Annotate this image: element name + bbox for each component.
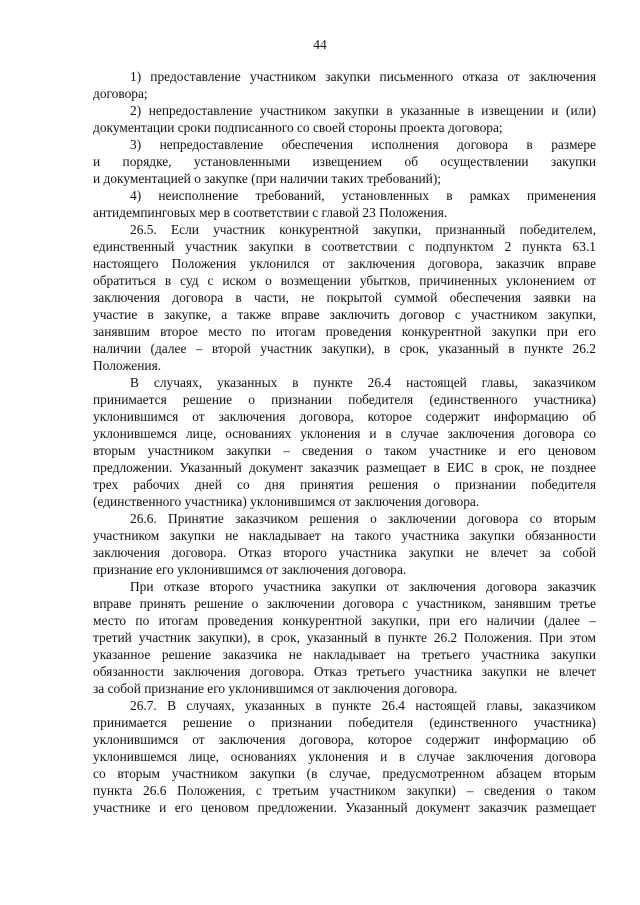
- text-line: При отказе второго участника закупки от заключения договора заказчик: [130, 579, 596, 594]
- text-line: Положения.: [93, 358, 162, 373]
- text-line: принимается решение о признании победителя (единственного участника): [93, 392, 596, 407]
- text-line: вправе принять решение о заключении договора с участником, занявшим третье: [93, 596, 596, 611]
- text-line: обязанности заключения договора. Отказ третьего участника закупки не влечет: [93, 664, 596, 679]
- text-line: В случаях, указанных в пункте 26.4 настоящей главы, заказчиком: [130, 375, 596, 390]
- text-line: уклонившимся от заключения договора, которое содержит информацию об: [93, 409, 596, 424]
- text-line: принимается решение о признании победителя (единственного участника): [93, 715, 596, 730]
- text-line: занявшим второе место по итогам проведения конкурентной закупки при его: [93, 324, 596, 339]
- text-line: пункта 26.6 Положения, с третьим участником закупки) – сведения о таком: [93, 783, 596, 798]
- text-line: вторым участником закупки – сведения о таком участнике и его ценовом: [93, 443, 596, 458]
- text-line: договора;: [93, 86, 148, 101]
- text-line: настоящего Положения уклонился от заключения договора, заказчик вправе: [93, 256, 596, 271]
- text-line: уклонившимся от заключения договора, которое содержит информацию об: [93, 732, 596, 747]
- text-line: и документацией о закупке (при наличии таких требований);: [93, 171, 442, 186]
- text-line: (единственного участника) уклонившимся от заключения договора.: [93, 494, 480, 509]
- text-line: 3) непредоставление обеспечения исполнения договора в размере: [130, 137, 596, 152]
- text-line: обратиться в суд с иском о возмещении убытков, причиненных уклонением от: [93, 273, 596, 288]
- text-line: единственный участник закупки в соответствии с подпунктом 2 пункта 63.1: [93, 239, 596, 254]
- text-line: 26.7. В случаях, указанных в пункте 26.4 настоящей главы, заказчиком: [130, 698, 596, 713]
- text-line: признание его уклонившимся от заключения договора.: [93, 562, 407, 577]
- text-line: 2) непредоставление участником закупки в указанные в извещении и (или): [130, 103, 596, 118]
- text-line: уклонившемся лице, основаниях уклонения и в случае заключения договора со: [93, 426, 596, 441]
- text-line: 4) неисполнение требований, установленных в рамках применения: [130, 188, 596, 203]
- text-line: наличии (далее – второй участник закупки), в срок, указанный в пункте 26.2: [93, 341, 596, 356]
- text-line: документации сроки подписанного со своей стороны проекта договора;: [93, 120, 503, 135]
- text-line: 26.6. Принятие заказчиком решения о заключении договора со вторым: [130, 511, 596, 526]
- text-line: и порядке, установленными извещением об осуществлении закупки: [93, 154, 596, 169]
- text-line: уклонившемся лице, основаниях уклонения и в случае заключения договора: [93, 749, 596, 764]
- text-line: со вторым участником закупки (в случае, предусмотренном абзацем вторым: [93, 766, 596, 781]
- text-line: за собой признание его уклонившимся от заключения договора.: [93, 681, 458, 696]
- text-line: указанное решение заказчика не накладывает на третьего участника закупки: [93, 647, 596, 662]
- text-line: место по итогам проведения конкурентной закупки, при его наличии (далее –: [93, 613, 596, 628]
- text-line: третий участник закупки), в срок, указанный в пункте 26.2 Положения. При этом: [93, 630, 596, 645]
- text-line: предложении. Указанный документ заказчик размещает в ЕИС в срок, не позднее: [93, 460, 596, 475]
- text-line: 26.5. Если участник конкурентной закупки, признанный победителем,: [130, 222, 596, 237]
- text-line: участие в закупке, а также вправе заключить договор с участником закупки,: [93, 307, 596, 322]
- text-line: заключения договора в части, не покрытой суммой обеспечения заявки на: [93, 290, 596, 305]
- text-line: заключения договора. Отказ второго участника закупки не влечет за собой: [93, 545, 596, 560]
- text-line: 1) предоставление участником закупки письменного отказа от заключения: [130, 69, 596, 84]
- text-line: антидемпинговых мер в соответствии с главой 23 Положения.: [93, 205, 448, 220]
- page-number: 44: [313, 37, 327, 52]
- text-line: участником закупки не накладывает на такого участника закупки обязанности: [93, 528, 596, 543]
- text-line: участнике и его ценовом предложении. Указанный документ заказчик размещает: [93, 800, 596, 815]
- text-line: трех рабочих дней со дня принятия решения о признании победителя: [93, 477, 596, 492]
